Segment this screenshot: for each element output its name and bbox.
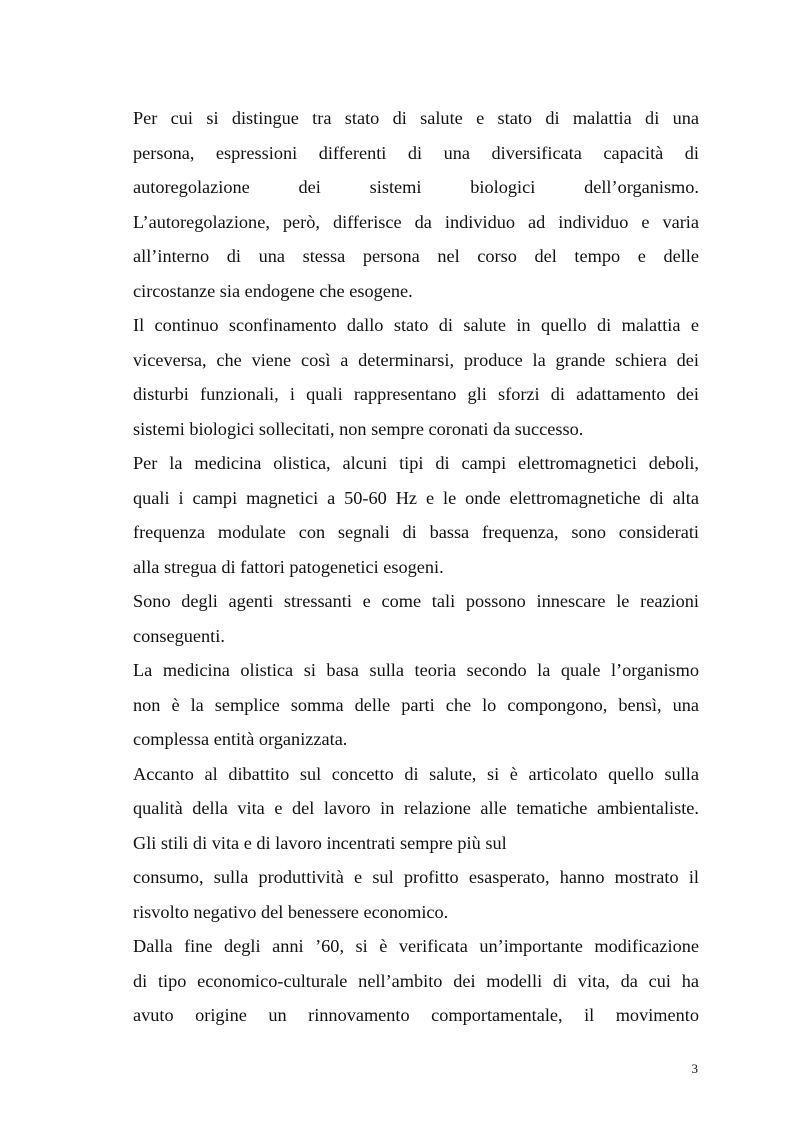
text-line: circostanze sia endogene che esogene. [133,281,413,301]
text-line: conseguenti. [133,626,225,646]
text-line: frequenza modulate con segnali di bassa frequenza, sono considerati [133,522,699,542]
text-line: sistemi biologici sollecitati, non sempre coronati da successo. [133,419,584,439]
text-line: risvolto negativo del benessere economico. [133,902,449,922]
text-line: alla stregua di fattori patogenetici esogeni. [133,557,444,577]
text-line: Per la medicina olistica, alcuni tipi di campi elettromagnetici deboli, [133,453,699,473]
text-line: di tipo economico-culturale nell’ambito dei modelli di vita, da cui ha [133,971,699,991]
text-line: autoregolazione dei sistemi biologici dell’organismo. [133,177,699,197]
page-number: 3 [691,1061,698,1076]
text-line: quali i campi magnetici a 50-60 Hz e le onde elettromagnetiche di alta [133,488,699,508]
text-line: viceversa, che viene così a determinarsi, produce la grande schiera dei [133,350,699,370]
text-line: La medicina olistica si basa sulla teoria secondo la quale l’organismo [133,660,699,680]
text-line: consumo, sulla produttività e sul profitto esasperato, hanno mostrato il [133,867,699,887]
text-line: persona, espressioni differenti di una diversificata capacità di [133,143,699,163]
text-line: disturbi funzionali, i quali rappresentano gli sforzi di adattamento dei [133,384,699,404]
text-line: L’autoregolazione, però, differisce da individuo ad individuo e varia [133,212,699,232]
text-line: all’interno di una stessa persona nel corso del tempo e delle [133,246,699,266]
text-line: Accanto al dibattito sul concetto di salute, si è articolato quello sulla [133,764,699,784]
text-line: Dalla fine degli anni ’60, si è verificata un’importante modificazione [133,936,699,956]
text-line: avuto origine un rinnovamento comportamentale, il movimento [133,1005,699,1025]
text-line: Il continuo sconfinamento dallo stato di salute in quello di malattia e [133,315,699,335]
text-line: Sono degli agenti stressanti e come tali possono innescare le reazioni [133,591,699,611]
text-line: Per cui si distingue tra stato di salute e stato di malattia di una [133,108,699,128]
text-line: qualità della vita e del lavoro in relazione alle tematiche ambientaliste. [133,798,699,818]
text-line: Gli stili di vita e di lavoro incentrati sempre più sul [133,833,507,853]
text-line: non è la semplice somma delle parti che lo compongono, bensì, una [133,695,699,715]
text-line: complessa entità organizzata. [133,729,348,749]
